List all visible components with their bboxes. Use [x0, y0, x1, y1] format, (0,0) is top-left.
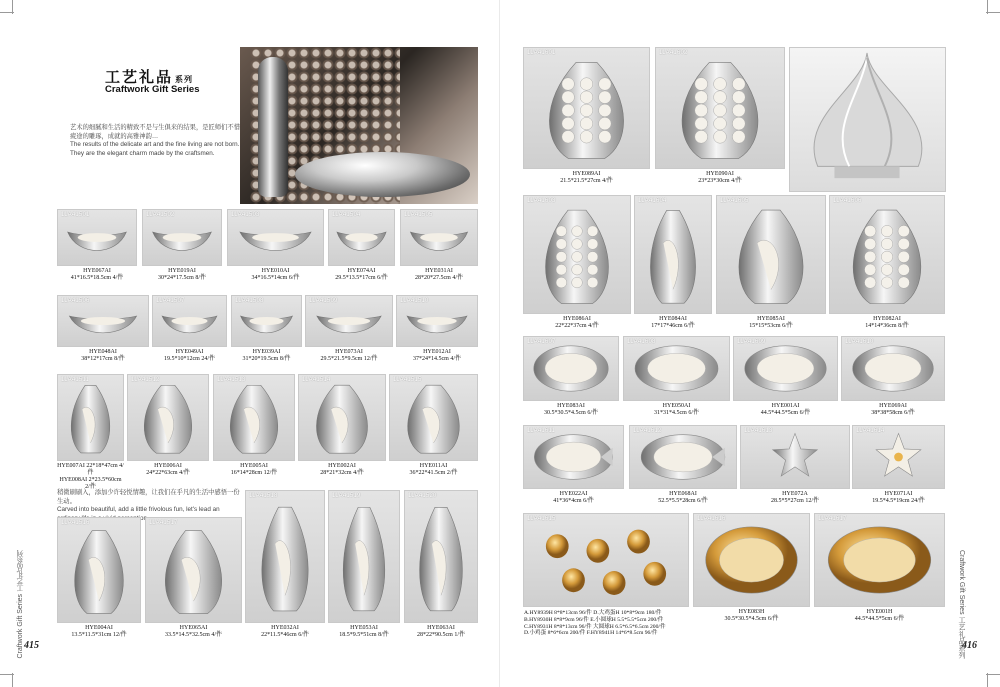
product-code: 11A41505 — [404, 212, 433, 218]
crop-mark — [987, 673, 988, 687]
product-code: 11A41616 — [697, 516, 726, 522]
product-code: 11A41519 — [332, 493, 361, 499]
product-caption — [523, 316, 631, 330]
round-vase-icon — [299, 375, 385, 460]
product-photo — [829, 195, 945, 314]
hero-photo — [240, 47, 478, 204]
fish-plate-icon — [524, 426, 623, 488]
product-spec: 52.5*5.5*28cm 6/件 — [658, 498, 708, 504]
figurine-detail-line: A.HY8939H 8*8*13cm 96/件 D.大鸡蛋H 10*8*9cm 180/件 — [524, 610, 662, 616]
product-code: 11A41617 — [818, 516, 847, 522]
product-photo — [305, 295, 393, 347]
crop-mark — [986, 12, 1000, 13]
dot-vase-icon — [524, 196, 630, 313]
product-spec: 14*14*36cm 8/件 — [865, 323, 909, 329]
product-spec: 29.5*21.5*9.5cm 12/件 — [320, 356, 378, 362]
product-caption — [396, 349, 478, 363]
product-model: HYE090AI — [706, 171, 734, 177]
product-spec: 30.5*30.5*4.5cm 6/件 — [724, 616, 779, 622]
product-spec: 28*21*32cm 4/件 — [320, 470, 364, 476]
product-photo — [655, 47, 785, 169]
product-photo — [629, 425, 737, 489]
product-code: 11A41509 — [309, 298, 338, 304]
product-caption — [629, 491, 737, 505]
product-spec: 18.5*9.5*51cm 8/件 — [339, 632, 389, 638]
boat-dish-icon — [58, 210, 136, 265]
product-caption — [57, 463, 124, 491]
product-model: HYE002AI — [328, 463, 356, 469]
product-code: 11A41610 — [845, 339, 874, 345]
page-number: 416 — [962, 640, 977, 651]
product-caption — [127, 463, 209, 477]
product-photo — [127, 374, 209, 461]
product-photo — [328, 209, 395, 266]
product-caption — [245, 625, 325, 639]
intro-text-en: The results of the delicate art and the fine living are not born. They are the elegant charm made by the craftsmen. — [70, 141, 240, 157]
product-spec: 22*11.5*46cm 6/件 — [261, 632, 309, 638]
product-photo — [693, 513, 810, 607]
star-candle-icon — [853, 426, 944, 488]
product-caption — [328, 625, 400, 639]
product-code: 11A41604 — [638, 198, 667, 204]
product-spec: 30*24*17.5cm 8/件 — [158, 275, 206, 281]
dot-plate-icon — [524, 337, 618, 400]
product-caption — [634, 316, 712, 330]
product-code: 11A41615 — [527, 516, 556, 522]
product-photo — [523, 47, 650, 169]
product-spec: 16*14*28cm 12/件 — [230, 470, 278, 476]
product-spec: 13.5*11.5*31cm 12/件 — [71, 632, 127, 638]
product-code: 11A41516 — [61, 520, 90, 526]
product-spec: 44.5*44.5*5cm 6/件 — [760, 410, 811, 416]
product-caption — [740, 491, 850, 505]
side-label: Craftwork Gift Series 工艺礼品系列 — [17, 550, 24, 659]
leaf-vase-icon — [128, 375, 208, 460]
product-model: HYE031AI — [425, 268, 453, 274]
product-caption — [231, 349, 302, 363]
product-code: 11A41520 — [408, 493, 437, 499]
product-spec: 34*16.5*14cm 6/件 — [251, 275, 300, 281]
bottle-vase-icon — [329, 491, 399, 622]
product-caption — [145, 625, 242, 639]
wave-bowl-icon — [228, 210, 323, 265]
figurine-detail-line: C.HY8931H 8*8*13cm 96/件 大圆球H 6.5*6.5*6.5cm 200/件 — [524, 623, 666, 630]
product-photo — [57, 517, 141, 623]
product-spec: 22*22*37cm 4/件 — [555, 323, 599, 329]
fish-plate-icon — [630, 426, 736, 488]
product-photo — [400, 209, 478, 266]
product-photo — [227, 209, 324, 266]
starfish-icon — [741, 426, 849, 488]
product-caption — [305, 349, 393, 363]
product-caption — [213, 463, 295, 477]
fish-bowl-icon — [329, 210, 394, 265]
product-code: 11A41510 — [400, 298, 429, 304]
product-photo — [396, 295, 478, 347]
product-caption — [57, 625, 141, 639]
product-model: HYE010AI — [261, 268, 290, 274]
product-spec: 15*15*53cm 6/件 — [749, 323, 793, 329]
product-model: HYE086AI — [563, 316, 591, 322]
bottle-vase-icon — [717, 196, 825, 313]
side-label: Craftwork Gift Series 工艺礼品系列 — [958, 550, 965, 659]
product-model: HYE074AI — [347, 268, 376, 274]
product-model: HYE089AI — [572, 171, 601, 177]
product-caption — [227, 268, 324, 282]
product-model: HYE011AI — [419, 463, 448, 469]
product-model: HYE067AI — [83, 268, 111, 274]
product-code: 11A41611 — [527, 428, 556, 434]
figurine-detail-line: D.小鸡蛋 8*6*6cm 200/件 F.HY8941H 14*6*8.5cm 96/件 — [524, 630, 658, 637]
product-model: HYE083AI — [557, 403, 585, 409]
product-model: HYE048AI — [89, 349, 117, 355]
product-code: 11A41608 — [627, 339, 656, 345]
product-model: HYE039AI — [252, 349, 281, 355]
product-photo — [523, 336, 619, 401]
series-title-cn: 工艺礼品 系列 — [105, 68, 194, 86]
silver-bowl-image — [295, 152, 470, 197]
product-spec: 41*36*4cm 6/件 — [553, 498, 594, 504]
product-caption — [142, 268, 222, 282]
product-spec: 28.5*5*27cm 12/件 — [771, 498, 819, 504]
product-caption — [400, 268, 478, 282]
product-code: 11A41508 — [235, 298, 264, 304]
product-photo — [623, 336, 730, 401]
product-model: HYE073AI — [335, 349, 363, 355]
product-code: 11A41606 — [833, 198, 862, 204]
product-model: HYE006AI — [154, 463, 182, 469]
product-photo — [523, 513, 689, 607]
product-model: HYE063AI — [427, 625, 455, 631]
product-model: HYE005AI — [240, 463, 268, 469]
secondary-text-cn: 稍微刷刷入，添加少许轻悦情趣，让我们在乎凡的生活中感悟一份生动。 — [57, 489, 240, 505]
product-code: 11A41605 — [720, 198, 749, 204]
product-spec: 24*22*63cm 4/件 — [146, 470, 190, 476]
product-spec: 38*12*17cm 8/件 — [81, 356, 125, 362]
product-photo — [152, 295, 227, 347]
product-spec: 31*20*19.5cm 8/件 — [242, 356, 291, 362]
figurine-detail-line: B.HY8930H 8*8*9cm 96/件 E.小圆球H 5.5*5.5*5cm 200/件 — [524, 616, 664, 623]
product-model: HYE022AI — [559, 491, 588, 497]
product-code: 11A41609 — [737, 339, 766, 345]
product-model: HYE001H — [866, 609, 893, 615]
intro-text — [70, 124, 240, 158]
product-code: 11A41613 — [744, 428, 773, 434]
product-photo — [716, 195, 826, 314]
product-caption — [328, 268, 395, 282]
swan-bowl-icon — [401, 210, 477, 265]
product-caption — [152, 349, 227, 363]
product-spec: 36*22*41.5cm 2/件 — [409, 470, 458, 476]
ribbed-vase-icon — [790, 48, 945, 191]
product-code: 11A41602 — [659, 50, 688, 56]
product-model: HYE001AI — [771, 403, 800, 409]
leaf-vase-icon — [214, 375, 294, 460]
product-code: 11A41517 — [149, 520, 178, 526]
flask-vase-icon — [146, 518, 241, 622]
product-photo — [523, 195, 631, 314]
gold-lotus-plate-icon — [815, 514, 944, 606]
product-code: 11A41513 — [217, 377, 246, 383]
product-code: 11A41614 — [856, 428, 885, 434]
product-spec: 17*17*46cm 6/件 — [651, 323, 695, 329]
crop-mark — [12, 0, 13, 14]
product-code: 11A41507 — [156, 298, 185, 304]
product-caption — [829, 316, 945, 330]
product-spec: HYE008AI 2*23.5*60cm 2/件 — [59, 477, 122, 490]
product-photo — [814, 513, 945, 607]
bottle-vase-icon — [246, 491, 324, 622]
dot-vase-icon — [830, 196, 944, 313]
product-photo — [57, 209, 137, 266]
product-model: HYE071AI — [884, 491, 913, 497]
gourd-vase-icon — [635, 196, 711, 313]
product-code: 11A41603 — [527, 198, 556, 204]
product-model: HYE065AI — [179, 625, 208, 631]
product-code: 11A41506 — [61, 298, 90, 304]
gold-figurines-icon — [524, 514, 688, 606]
product-spec: 28*22*90.5cm 1/件 — [417, 632, 465, 638]
product-code: 11A41612 — [633, 428, 662, 434]
product-spec: 37*24*14.5cm 4/件 — [413, 356, 461, 362]
product-caption — [814, 609, 945, 623]
tulip-vase-icon — [390, 375, 477, 460]
product-model: HYE019AI — [168, 268, 196, 274]
product-code: 11A41601 — [527, 50, 556, 56]
product-photo — [740, 425, 850, 489]
product-spec: 21.5*21.5*27cm 4/件 — [560, 178, 613, 184]
product-code: 11A41512 — [131, 377, 160, 383]
product-photo — [733, 336, 838, 401]
series-title-en: Craftwork Gift Series — [105, 84, 200, 95]
product-caption — [716, 316, 826, 330]
crop-mark — [987, 0, 988, 14]
dot-vase-icon — [656, 48, 784, 168]
floor-vase-icon — [405, 491, 477, 622]
product-photo — [841, 336, 945, 401]
product-photo — [389, 374, 478, 461]
product-model: HYE050AI — [662, 403, 691, 409]
tall-vase-icon — [58, 375, 123, 460]
lotus-plate-icon — [734, 337, 837, 400]
product-photo — [404, 490, 478, 623]
product-spec: 30.5*30.5*4.5cm 6/件 — [544, 410, 598, 416]
product-spec: 41*16.5*18.5cm 4/件 — [70, 275, 124, 281]
product-model: HYE082AI — [873, 316, 901, 322]
product-model: HYE085AI — [757, 316, 785, 322]
product-model: HYE004AI — [85, 625, 113, 631]
product-model: HYE049AI — [175, 349, 204, 355]
product-code: 11A41515 — [393, 377, 422, 383]
product-model: HYE053AI — [350, 625, 378, 631]
product-code: 11A41504 — [332, 212, 361, 218]
product-code: 11A41503 — [231, 212, 260, 218]
slim-vase-icon — [58, 518, 140, 622]
product-caption — [298, 463, 386, 477]
product-photo — [145, 517, 242, 623]
product-caption — [389, 463, 478, 477]
product-model: HYE012AI — [423, 349, 451, 355]
crop-mark — [12, 673, 13, 687]
swirl-plate-icon — [624, 337, 729, 400]
product-caption — [623, 403, 730, 417]
product-spec: 23*23*30cm 4/件 — [698, 178, 742, 184]
product-caption — [852, 491, 945, 505]
secondary-text-en: Carved into beautiful, add a little frivolous fun, let's lead an — [57, 506, 220, 513]
product-spec: 33.5*14.5*32.5cm 4/件 — [165, 632, 222, 638]
product-photo — [57, 374, 124, 461]
product-code: 11A41514 — [302, 377, 331, 383]
crop-mark — [986, 674, 1000, 675]
figurine-details — [524, 610, 666, 637]
mosaic-plate-icon — [842, 337, 944, 400]
product-caption — [693, 609, 810, 623]
product-photo — [852, 425, 945, 489]
product-photo — [328, 490, 400, 623]
featured-vase-photo — [789, 47, 946, 192]
product-caption — [57, 349, 149, 363]
product-spec: 44.5*44.5*5cm 6/件 — [854, 616, 905, 622]
product-model: HYE007AI 22*18*47cm 4/件 — [57, 463, 124, 476]
product-caption — [655, 171, 785, 185]
product-photo — [245, 490, 325, 623]
product-photo — [142, 209, 222, 266]
product-code: 11A41501 — [61, 212, 90, 218]
product-spec: 38*38*58cm 6/件 — [871, 410, 915, 416]
product-caption — [523, 403, 619, 417]
intro-text-cn: 艺术的细腻和生活的精致不是与生俱来的结果，是匠师们不惜疲途的雕琢，成就的高雅神韵… — [70, 124, 241, 140]
product-code: 11A41607 — [527, 339, 556, 345]
product-caption — [733, 403, 838, 417]
product-spec: 29.5*13.5*17cm 6/件 — [335, 275, 388, 281]
right-page — [500, 0, 1000, 687]
product-spec: 19.5*4.5*19cm 24/件 — [872, 498, 925, 504]
product-caption — [404, 625, 478, 639]
product-code: 11A41511 — [61, 377, 90, 383]
product-spec: 19.5*10*12cm 24/件 — [164, 356, 215, 362]
product-spec: 31*31*4.5cm 6/件 — [654, 410, 699, 416]
product-model: HYE072A — [782, 491, 808, 497]
dot-vase-icon — [524, 48, 649, 168]
product-model: HYE083H — [738, 609, 765, 615]
gold-plate-icon — [694, 514, 809, 606]
product-code: 11A41502 — [146, 212, 175, 218]
product-model: HYE032AI — [271, 625, 299, 631]
fruit-bowl-icon — [143, 210, 221, 265]
product-photo — [213, 374, 295, 461]
product-code: 11A41518 — [249, 493, 278, 499]
product-model: HYE084AI — [659, 316, 687, 322]
product-caption — [523, 491, 624, 505]
silver-vase-image — [258, 57, 288, 197]
product-photo — [57, 295, 149, 347]
product-photo — [298, 374, 386, 461]
page-number: 415 — [24, 640, 39, 651]
product-photo — [231, 295, 302, 347]
product-photo — [523, 425, 624, 489]
product-model: HYE068AI — [669, 491, 697, 497]
product-caption — [841, 403, 945, 417]
product-model: HYE069AI — [879, 403, 907, 409]
product-caption — [57, 268, 137, 282]
product-spec: 28*20*27.5cm 4/件 — [415, 275, 463, 281]
product-photo — [634, 195, 712, 314]
product-caption — [523, 171, 650, 185]
